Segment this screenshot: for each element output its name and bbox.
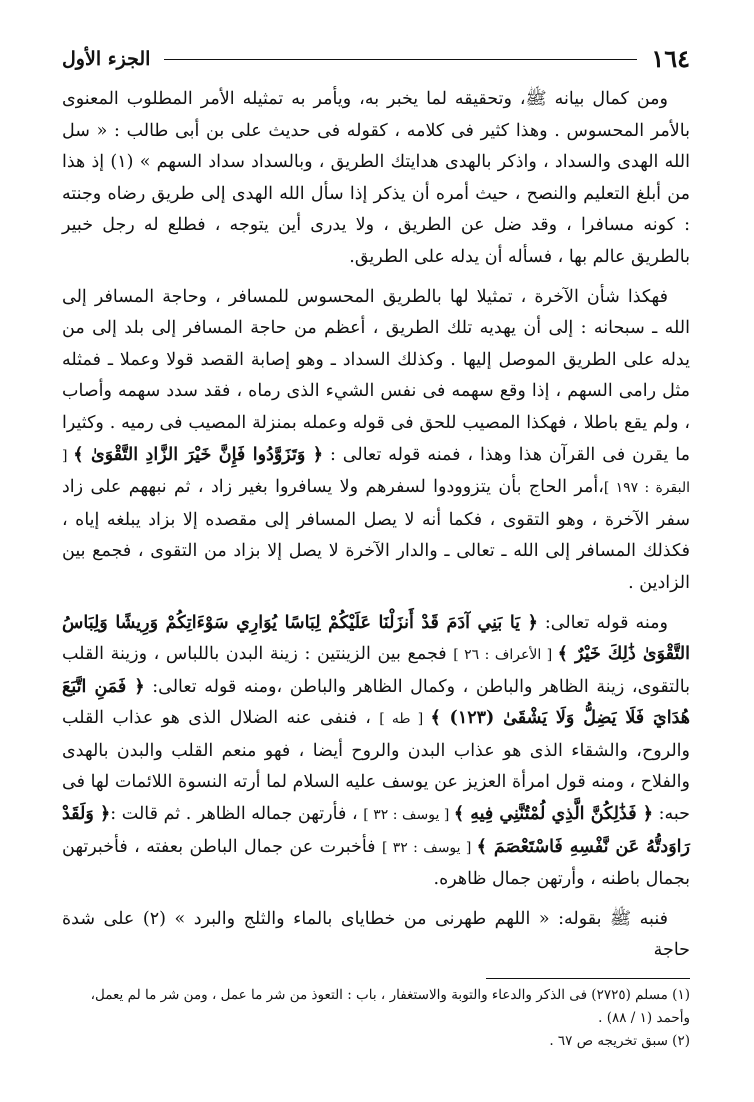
page-header — [62, 44, 690, 74]
body-text — [62, 84, 690, 975]
paragraph — [62, 84, 690, 274]
paragraph-text: فأخبرت عن جمال الباطن بعفته ، فأخبرتهن بجمال باطنه ، وأرتهن جمال ظاهره. — [62, 836, 690, 890]
verse-reference: [ يوسف : ٣٢ ] — [363, 807, 454, 824]
part-title: الجزء الأول — [62, 47, 151, 70]
footnote: (٢) سبق تخريجه ص ٦٧ . — [549, 1033, 690, 1049]
verse-reference: [ الأعراف : ٢٦ ] — [453, 647, 558, 664]
footnotes-divider — [486, 978, 690, 979]
quran-verse: ﴿ وَتَزَوَّدُوا فَإِنَّ خَيْرَ الزَّادِ التَّقْوَىٰ ﴾ — [73, 444, 324, 465]
paragraph-text: ومن كمال بيانه ﷺ، وتحقيقه لما يخبر به، ويأمر به تمثيله الأمر المطلوب المعنوى بالأمر المحسوس . وهذا كثير فى كلامه ، كقوله فى حديث على بن أبى طالب : « سل الله الهدى والسداد ، واذكر بالهدى هدايتك الطريق ، وبالسداد سداد السهم » (١) إذ هذا من أبلغ التعليم والنصح ، حيث أمره أن يذكر إذا سأل الله الهدى إلى طريق رضاه وجنته : كونه مسافرا ، وقد ضل عن الطريق ، ولا يدرى أين يتوجه ، فطلع له رجل خبير بالطريق عالم بها ، فسأله أن يدله على الطريق. — [62, 89, 690, 267]
paragraph — [62, 904, 690, 967]
paragraph-text: ، فنفى عنه الضلال الذى هو عذاب القلب والروح، والشقاء الذى هو عذاب البدن والروح أيضا ، فهو منعم القلب والبدن بالهدى والفلاح ، ومنه قول امرأة العزيز عن يوسف عليه السلام لما أرته النسوة اللائمات لها فى حبه: — [62, 708, 690, 825]
verse-reference: [ يوسف : ٣٢ ] — [381, 839, 477, 856]
quran-verse: ﴿ وَلَقَدْ رَاوَدتُّهُ عَن نَّفْسِهِ فَاسْتَعْصَمَ ﴾ — [62, 804, 690, 857]
paragraph-text: ،أمر الحاج بأن يتزوودوا لسفرهم ولا يسافروا بغير زاد ، ثم نبههم على زاد سفر الآخرة ، وهو التقوى ، فكما أنه لا يصل المسافر إلى مقصده إلا بزاد يبلغه إياه ، فكذلك المسافر إلى الله ـ تعالى ـ والدار الآخرة لا يصل إلا بزاد من التقوى ، فجمع بين الزادين . — [62, 477, 690, 593]
verse-reference: [ البقرة : ١٩٧ ] — [62, 447, 690, 497]
paragraph-text: فهكذا شأن الآخرة ، تمثيلا لها بالطريق المحسوس للمسافر ، وحاجة المسافر إلى الله ـ سبحانه : إلى أن يهديه تلك الطريق ، أعظم من حاجة المسافر إلى بلد إلى من يدله على الطريق الموصل إليها . وكذلك السداد ـ وهو إصابة القصد قولا وعملا ـ فمثله مثل رامى السهم ، إذا وقع سهمه فى نفس الشيء الذى رماه ، فقد سدد سهمه وأصاب ، ولم يقع باطلا ، فهكذا المصيب للحق فى قوله وعمله بمنزلة المصيب فى رميه . وكثيرا ما يقرن فى القرآن هذا وهذا ، فمنه قوله تعالى : — [62, 286, 690, 465]
paragraph — [62, 608, 690, 896]
verse-reference: [ طه ] — [379, 711, 431, 728]
footnotes — [62, 984, 690, 1053]
quran-verse: ﴿ يَا بَنِي آدَمَ قَدْ أَنزَلْنَا عَلَيْكُمْ لِبَاسًا يُوَارِي سَوْءَاتِكُمْ وَرِيشًا وَلِبَاسُ التَّقْوَىٰ ذَٰلِكَ خَيْرٌ ﴾ — [62, 612, 690, 665]
paragraph — [62, 282, 690, 600]
header-rule — [164, 59, 637, 60]
paragraph-text: فنبه ﷺ بقوله: « اللهم طهرنى من خطاياى بالماء والثلج والبرد » (٢) على شدة حاجة — [62, 908, 690, 961]
footnote: (١) مسلم (٢٧٢٥) فى الذكر والدعاء والتوبة والاستغفار ، باب : التعوذ من شر ما عمل ، ومن شر ما لم يعمل، وأحمد (١ / ٨٨) . — [90, 987, 690, 1026]
paragraph-text: فجمع بين الزينتين : زينة البدن باللباس ، وزينة القلب بالتقوى، زينة الظاهر والباطن ، وكمال الظاهر والباطن ،ومنه قوله تعالى: — [62, 644, 690, 697]
paragraph-text: ومنه قوله تعالى: — [537, 612, 668, 633]
quran-verse: ﴿ فَذَٰلِكُنَّ الَّذِي لُمْتُنَّنِي فِيهِ ﴾ — [453, 804, 653, 825]
page-number: ١٦٤ — [651, 44, 690, 73]
quran-verse: ﴿ فَمَنِ اتَّبَعَ هُدَايَ فَلَا يَضِلُّ وَلَا يَشْقَىٰ (١٢٣) ﴾ — [62, 676, 690, 729]
paragraph-text: ، فأرتهن جماله الظاهر . ثم قالت : — [110, 804, 364, 825]
